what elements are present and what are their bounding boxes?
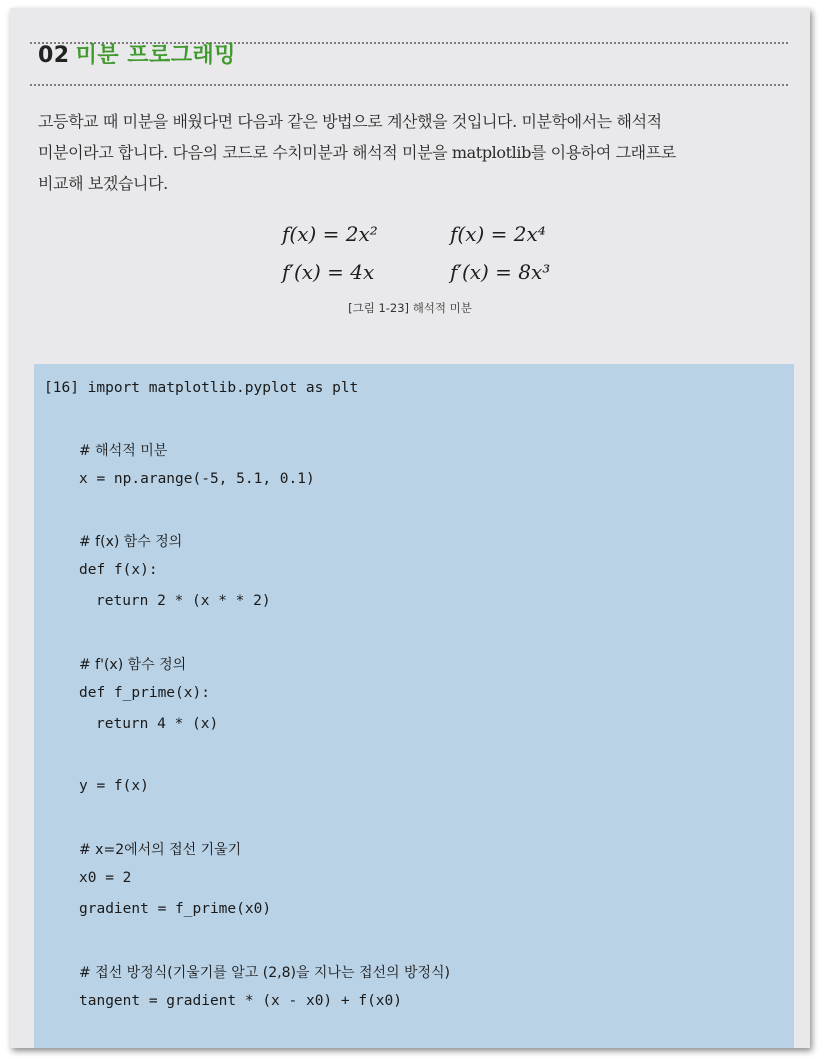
code-comment: # 해석적 미분 (79, 443, 168, 459)
code-line: return 4 * (x) (96, 716, 219, 732)
figure-caption: [그림 1-23] 해석적 미분 (348, 301, 472, 315)
code-cell (34, 364, 794, 1048)
code-comment: # x=2에서의 접선 기울기 (79, 842, 242, 858)
section-number: 02 (38, 43, 70, 68)
code-line: def f_prime(x): (79, 685, 210, 701)
cell-label: [16] (44, 380, 79, 396)
code-line: gradient = f_prime(x0) (79, 901, 272, 917)
code-line: def f(x): (79, 562, 158, 578)
bottom-dotted-rule (30, 84, 788, 86)
equation-d1: f′(x) = 4x (282, 260, 375, 284)
code-line: y = f(x) (79, 778, 149, 794)
section-title: 미분 프로그래밍 (75, 43, 237, 68)
paragraph-line: 비교해 보겠습니다. (38, 174, 168, 193)
equation-d2: f′(x) = 8x³ (450, 260, 551, 284)
book-page (10, 8, 810, 1048)
code-comment: # f(x) 함수 정의 (79, 534, 183, 550)
equation-f2: f(x) = 2x⁴ (450, 222, 546, 246)
code-line: tangent = gradient * (x - x0) + f(x0) (79, 993, 403, 1009)
code-comment: # f'(x) 함수 정의 (79, 657, 187, 673)
paragraph-line: 미분이라고 합니다. 다음의 코드로 수치미분과 해석적 미분을 matplotlib를 이용하여 그래프로 (38, 143, 676, 162)
code-line-1: [16] import matplotlib.pyplot as plt (44, 380, 359, 396)
body-paragraph (38, 106, 790, 199)
code-line: x = np.arange(-5, 5.1, 0.1) (79, 471, 315, 487)
code-line: return 2 * (x * * 2) (96, 593, 271, 609)
code-comment: # 접선 방정식(기울기를 알고 (2,8)을 지나는 접선의 방정식) (79, 965, 450, 981)
section-header (38, 38, 236, 69)
paragraph-line: 고등학교 때 미분을 배웠다면 다음과 같은 방법으로 계산했을 것입니다. 미분학에서는 해석적 (38, 112, 662, 131)
equation-f1: f(x) = 2x² (282, 222, 378, 246)
code-line: x0 = 2 (79, 870, 132, 886)
